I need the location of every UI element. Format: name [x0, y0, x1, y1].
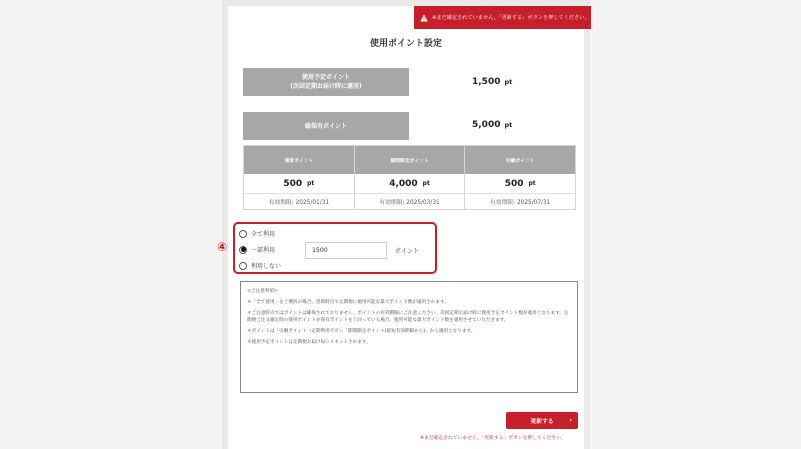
- breakdown-unit: pt: [528, 180, 536, 187]
- notes-item: ＊ご注意時点ではポイントは確保されておりません。ポイントの有効期限にご注意ください。次回定期お届け時に使用予定ポイント数が適用となります。定期便ご注文確定時の使用ポイントが保有ポイントを上回っている場合、使用可能な最大ポイント数を適用させていただきます。: [247, 311, 569, 323]
- page-title: 使用ポイント設定: [369, 39, 442, 49]
- breakdown-value: [355, 174, 465, 194]
- breakdown-unit: pt: [422, 180, 430, 187]
- points-suffix-label: ポイント: [395, 248, 420, 255]
- option-use-none[interactable]: [239, 261, 281, 270]
- scheduled-label-line2: (次回定期お届け時に適用): [290, 83, 362, 90]
- breakdown-header: 期間限定ポイント: [355, 146, 465, 174]
- annotation-marker: ④: [217, 240, 228, 254]
- scheduled-value-unit: pt: [504, 78, 513, 86]
- breakdown-number: 500: [283, 178, 303, 189]
- unconfirmed-alert: [414, 6, 591, 29]
- scheduled-value-number: 1,500: [472, 77, 501, 87]
- notes-heading: <ご注意事項>: [247, 289, 278, 294]
- option-use-partial-label: 一部利用: [251, 247, 276, 254]
- breakdown-expiry: 有効期限: 2025/03/31: [379, 200, 440, 206]
- option-use-all[interactable]: [239, 229, 275, 238]
- partial-points-input[interactable]: [305, 242, 387, 259]
- update-button-label: 更新する: [530, 419, 554, 425]
- total-label-text: 総保有ポイント: [304, 122, 347, 130]
- alert-message: ※まだ確定されていません。「更新する」ボタンを押してください。: [432, 15, 590, 21]
- notes-item: ＊使用予定ポイントは定期便お届け毎にリセットされます。: [247, 340, 371, 345]
- breakdown-expiry: 有効期限: 2025/01/31: [268, 200, 330, 206]
- warning-icon: [420, 14, 428, 22]
- breakdown-column: [465, 146, 575, 209]
- notes-item: ＊ポイントは「引継ポイント（定期利用不可）」「期間限定ポイント(最短有効期限から)」から適用となります。: [247, 329, 476, 334]
- option-use-partial[interactable]: [239, 245, 275, 254]
- breakdown-column: [355, 146, 466, 209]
- breakdown-column: [244, 146, 355, 209]
- breakdown-value: [244, 174, 354, 194]
- breakdown-header: 引継ポイント: [465, 146, 575, 174]
- breakdown-header: 通常ポイント: [244, 146, 354, 174]
- unconfirmed-note: ※まだ確定されていません。「更新する」ボタンを押してください。: [420, 436, 566, 441]
- option-use-none-label: 利用しない: [251, 263, 282, 270]
- total-value-number: 5,000: [472, 120, 501, 130]
- breakdown-number: 4,000: [389, 178, 418, 189]
- total-value-unit: pt: [504, 121, 513, 129]
- option-use-all-label: 全て利用: [251, 231, 276, 238]
- radio-use-all[interactable]: [239, 230, 247, 238]
- radio-use-partial[interactable]: [239, 246, 247, 254]
- chevron-right-icon: ›: [569, 417, 572, 424]
- notes-item: ＊「全て使用」をご選択の場合、更新時点で定期便に適用可能な最大ポイント数が適用されます。: [247, 300, 449, 305]
- total-points-label: [243, 112, 409, 140]
- notes-box: [240, 281, 578, 393]
- breakdown-unit: pt: [307, 180, 315, 187]
- breakdown-number: 500: [504, 178, 524, 189]
- radio-use-none[interactable]: [239, 262, 247, 270]
- breakdown-value: [465, 174, 575, 194]
- update-button[interactable]: [506, 412, 578, 429]
- scheduled-label-line1: 使用予定ポイント: [301, 74, 350, 81]
- total-points-value: [472, 120, 512, 130]
- scheduled-points-label: [243, 68, 409, 96]
- breakdown-expiry: 有効期限: 2025/07/31: [489, 200, 551, 206]
- scheduled-points-value: [472, 77, 512, 87]
- points-breakdown-table: [243, 145, 576, 210]
